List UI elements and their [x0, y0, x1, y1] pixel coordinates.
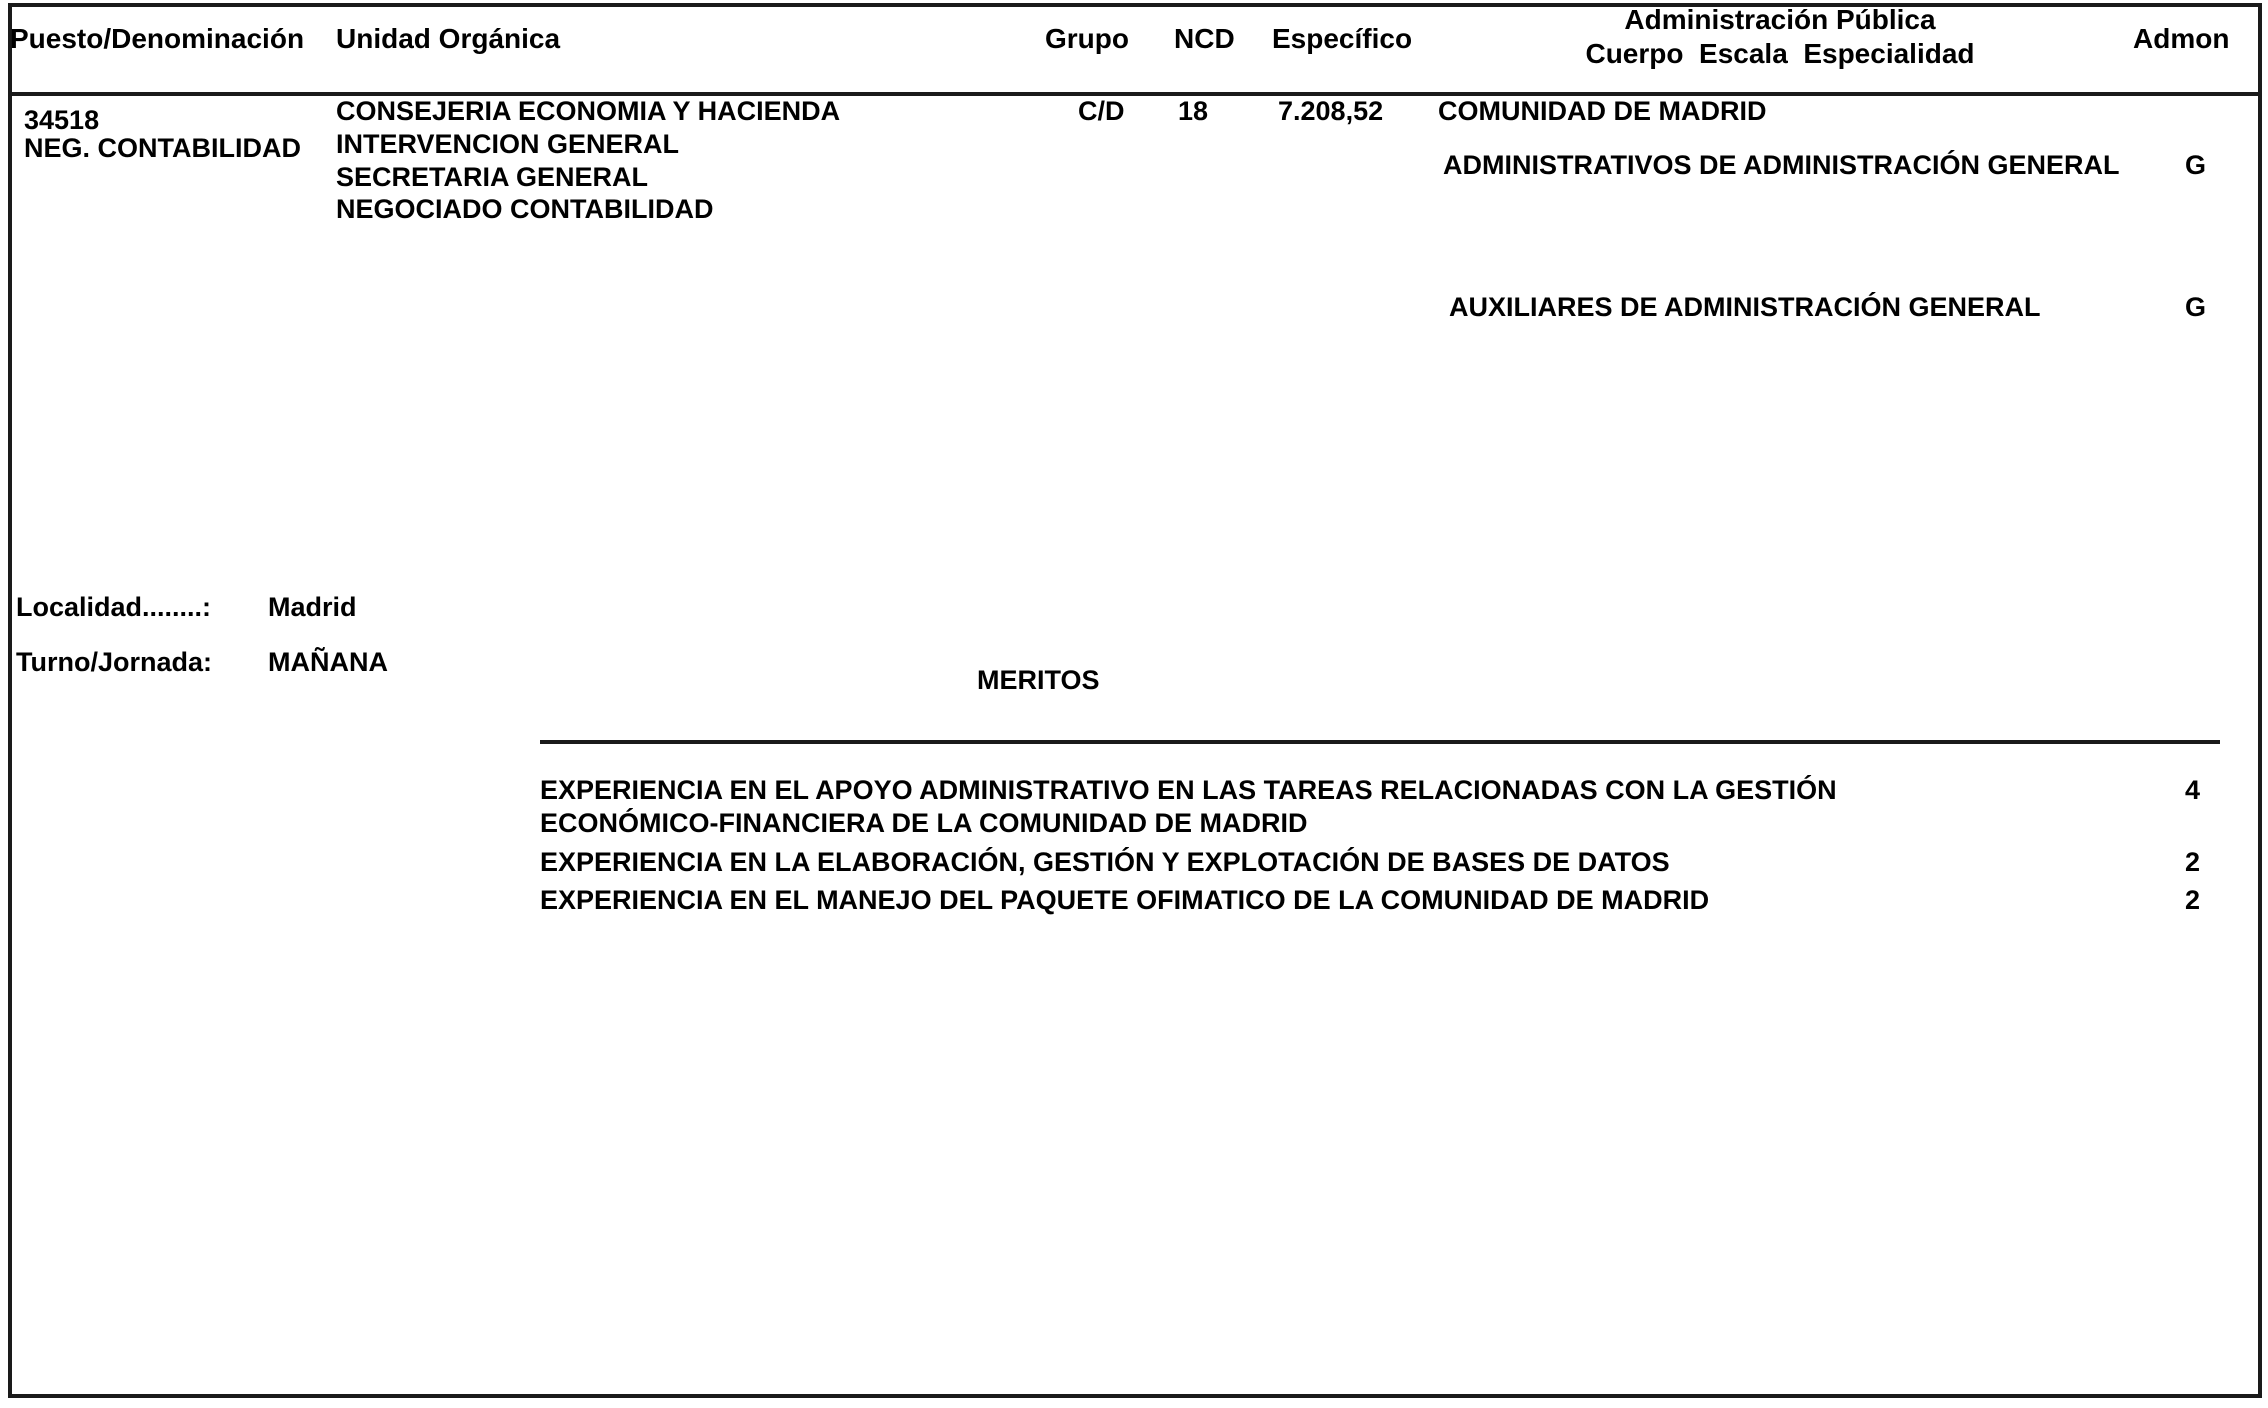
header-especifico: Específico: [1272, 23, 1413, 54]
unidad-line: CONSEJERIA ECONOMIA Y HACIENDA: [336, 96, 841, 126]
merito-line: ECONÓMICO-FINANCIERA DE LA COMUNIDAD DE MADRID: [540, 808, 1308, 838]
cuerpo-name: ADMINISTRATIVOS DE ADMINISTRACIÓN GENERAL: [1443, 150, 2120, 180]
header-ncd: NCD: [1174, 23, 1235, 54]
cuerpo-admon: G: [2185, 292, 2207, 322]
header-admon: Admon: [2133, 23, 2230, 54]
merito-points: 2: [2184, 847, 2200, 877]
merito-points: 4: [2184, 775, 2200, 805]
administracion-value: COMUNIDAD DE MADRID: [1438, 96, 1767, 126]
meritos-divider: [540, 740, 2220, 744]
merito-line: EXPERIENCIA EN LA ELABORACIÓN, GESTIÓN Y EXPLOTACIÓN DE BASES DE DATOS: [540, 847, 1670, 877]
merito-points: 2: [2184, 885, 2200, 915]
grupo-value: C/D: [1078, 96, 1125, 126]
turno-value: MAÑANA: [268, 647, 388, 677]
unidad-line: NEGOCIADO CONTABILIDAD: [336, 194, 714, 224]
turno-label: Turno/Jornada:: [16, 647, 213, 677]
header-cuerpo-escala-especialidad: Cuerpo Escala Especialidad: [1585, 38, 1975, 69]
header-puesto: Puesto/Denominación: [10, 23, 305, 54]
header-administracion-publica: Administración Pública: [1624, 4, 1936, 35]
localidad-value: Madrid: [268, 592, 357, 622]
localidad-label: Localidad........:: [16, 592, 212, 622]
meritos-title: MERITOS: [977, 665, 1100, 695]
header-unidad: Unidad Orgánica: [336, 23, 561, 54]
cuerpo-admon: G: [2185, 150, 2207, 180]
header-grupo: Grupo: [1045, 23, 1129, 54]
unidad-line: SECRETARIA GENERAL: [336, 162, 649, 192]
ncd-value: 18: [1178, 96, 1209, 126]
merito-line: EXPERIENCIA EN EL APOYO ADMINISTRATIVO EN LAS TAREAS RELACIONADAS CON LA GESTIÓN: [540, 775, 1837, 805]
cuerpo-name: AUXILIARES DE ADMINISTRACIÓN GENERAL: [1449, 292, 2041, 322]
puesto-denominacion: NEG. CONTABILIDAD: [24, 133, 301, 163]
especifico-value: 7.208,52: [1278, 96, 1384, 126]
unidad-line: INTERVENCION GENERAL: [336, 129, 680, 159]
puesto-code: 34518: [24, 105, 100, 135]
merito-line: EXPERIENCIA EN EL MANEJO DEL PAQUETE OFIMATICO DE LA COMUNIDAD DE MADRID: [540, 885, 1710, 915]
